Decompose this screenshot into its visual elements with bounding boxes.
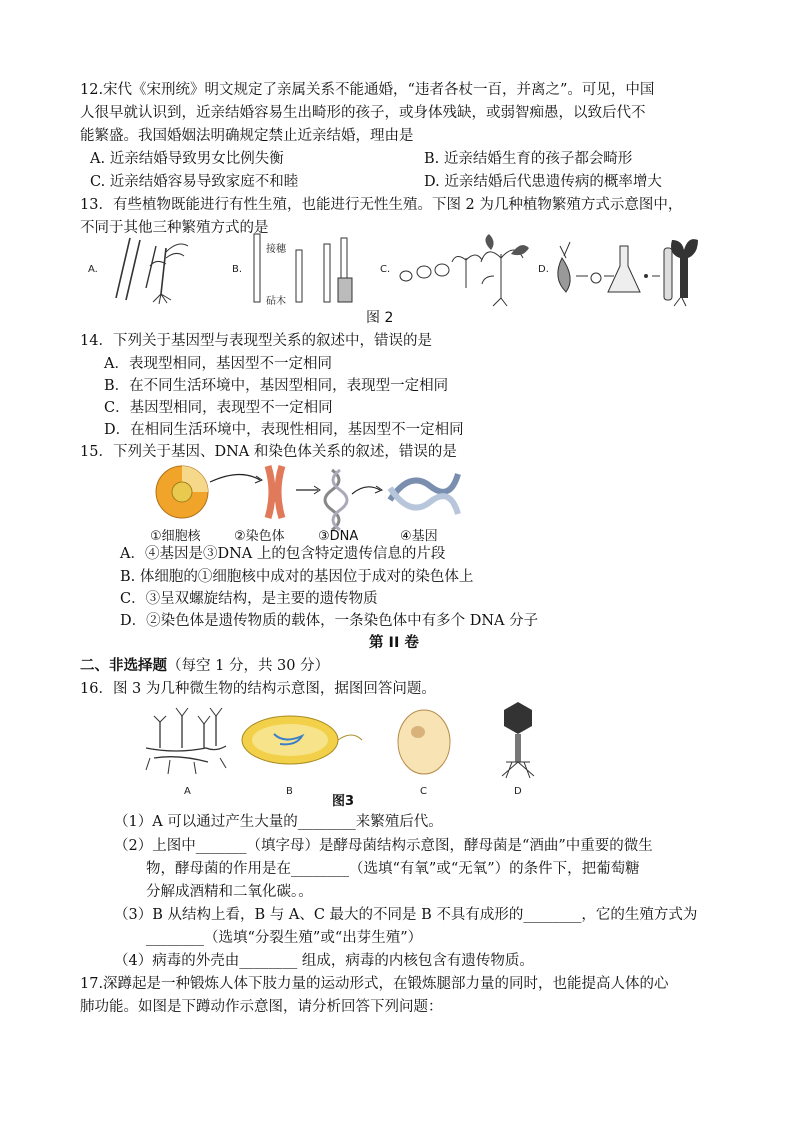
- microbe-a-mold: [146, 708, 226, 797]
- microbe-b-bacterium: [242, 716, 362, 797]
- q16-sub1: （1）A 可以通过产生大量的________来繁殖后代。: [114, 814, 443, 830]
- fig3-label-d: D: [514, 786, 522, 797]
- q14-stem: 14．下列关于基因型与表现型关系的叙述中，错误的是: [80, 333, 432, 349]
- fig-label-gene: ④基因: [400, 529, 438, 544]
- q12-option-b: B. 近亲结婚生育的孩子都会畸形: [424, 151, 633, 167]
- figure-3-caption: 图3: [332, 794, 355, 809]
- section-title: 二、非选择题: [80, 658, 167, 674]
- q15-option-a: A．④基因是③DNA 上的包含特定遗传信息的片段: [120, 546, 446, 562]
- q13-line1: 13．有些植物既能进行有性生殖，也能进行无性生殖。下图 2 为几种植物繁殖方式示意图中，: [80, 197, 683, 213]
- q12-line1: 12.宋代《宋刑统》明文规定了亲属关系不能通婚，“违者各杖一百，并离之”。可见，中国: [80, 82, 655, 98]
- q16-sub2-line1: （2）上图中_______（填字母）是酵母菌结构示意图，酵母菌是“酒曲”中重要的微生: [114, 838, 653, 854]
- fig2-label-d: D.: [538, 264, 549, 275]
- fig2-panel-b: [232, 234, 352, 307]
- fig2-label-a: A.: [88, 264, 98, 275]
- q16-sub4: （4）病毒的外壳由________ 组成，病毒的内核包含有遗传物质。: [114, 953, 534, 969]
- figure-2-caption: 图 2: [366, 310, 394, 326]
- fig2-label-b: B.: [232, 264, 243, 275]
- q12-line3: 能繁盛。我国婚姻法明确规定禁止近亲结婚，理由是: [80, 128, 414, 144]
- q16-sub3-line2: ________（选填“分裂生殖”或“出芽生殖”）: [146, 930, 423, 946]
- microbe-d-virus: [502, 702, 534, 797]
- fig3-label-a: A: [184, 786, 191, 797]
- cell-nucleus-image: [156, 466, 208, 518]
- gene-helix-image: [390, 474, 458, 514]
- fig-label-chromosome: ②染色体: [234, 529, 285, 544]
- q15-option-c: C．③呈双螺旋结构，是主要的遗传物质: [120, 591, 378, 607]
- fig2-label-stock: 砧木: [266, 296, 286, 307]
- microbe-c-yeast: [398, 710, 450, 797]
- q17-line1: 17.深蹲起是一种锻炼人体下肢力量的运动形式，在锻炼腿部力量的同时，也能提高人体的心: [80, 976, 669, 992]
- q14-option-c: C．基因型相同，表现型不一定相同: [104, 400, 333, 416]
- q12-option-c: C. 近亲结婚容易导致家庭不和睦: [90, 174, 299, 190]
- q15-stem: 15．下列关于基因、DNA 和染色体关系的叙述，错误的是: [80, 444, 457, 460]
- fig-label-dna: ③DNA: [318, 529, 359, 544]
- fig2-label-scion: 接穗: [266, 244, 286, 255]
- figure-gene-dna-chromosome: [146, 460, 466, 548]
- q14-option-d: D．在相同生活环境中，表现性相同，基因型不一定相同: [104, 422, 464, 438]
- fig-label-nucleus: ①细胞核: [150, 529, 201, 544]
- section-note: （每空 1 分，共 30 分）: [167, 658, 330, 674]
- q13-line2: 不同于其他三种繁殖方式的是: [80, 220, 269, 236]
- fig3-label-b: B: [286, 786, 293, 797]
- q12-line2: 人很早就认识到，近亲结婚容易生出畸形的孩子，或身体残缺，或弱智痴愚，以致后代不: [80, 105, 646, 121]
- q12-option-d: D. 近亲结婚后代患遗传病的概率增大: [424, 174, 662, 190]
- q16-sub3-line1: （3）B 从结构上看，B 与 A、C 最大的不同是 B 不具有成形的________，它的生殖方式为: [114, 907, 698, 923]
- q17-line2: 肺功能。如图是下蹲动作示意图，请分析回答下列问题：: [80, 999, 443, 1015]
- q16-sub2-line3: 分解成酒精和二氧化碳。。: [146, 884, 313, 900]
- chromosome-image: [268, 466, 282, 518]
- fig2-label-c: C.: [380, 264, 391, 275]
- q12-option-a: A. 近亲结婚导致男女比例失衡: [90, 151, 284, 167]
- figure-3-microorganisms: [140, 700, 560, 796]
- q16-sub2-line2: 物，酵母菌的作用是在________（选填“有氧”或“无氧”）的条件下，把葡萄糖: [146, 861, 640, 877]
- fig3-label-c: C: [420, 786, 427, 797]
- q15-option-b: B. 体细胞的①细胞核中成对的基因位于成对的染色体上: [120, 569, 474, 585]
- q16-stem: 16．图 3 为几种微生物的结构示意图，据图回答问题。: [80, 681, 436, 697]
- dna-strand-image: [325, 470, 347, 530]
- q14-option-a: A．表现型相同，基因型不一定相同: [104, 356, 332, 372]
- q14-option-b: B．在不同生活环境中，基因型相同，表现型一定相同: [104, 378, 449, 394]
- fig2-panel-d: [538, 239, 698, 306]
- q15-option-d: D．②染色体是遗传物质的载体，一条染色体中有多个 DNA 分子: [120, 613, 539, 629]
- fig2-panel-a: [88, 238, 188, 304]
- fig2-panel-c: [380, 234, 529, 306]
- volume-ii-heading: 第 II 卷: [369, 635, 419, 651]
- figure-2-propagation: [86, 228, 696, 308]
- section-title-line: [80, 656, 329, 676]
